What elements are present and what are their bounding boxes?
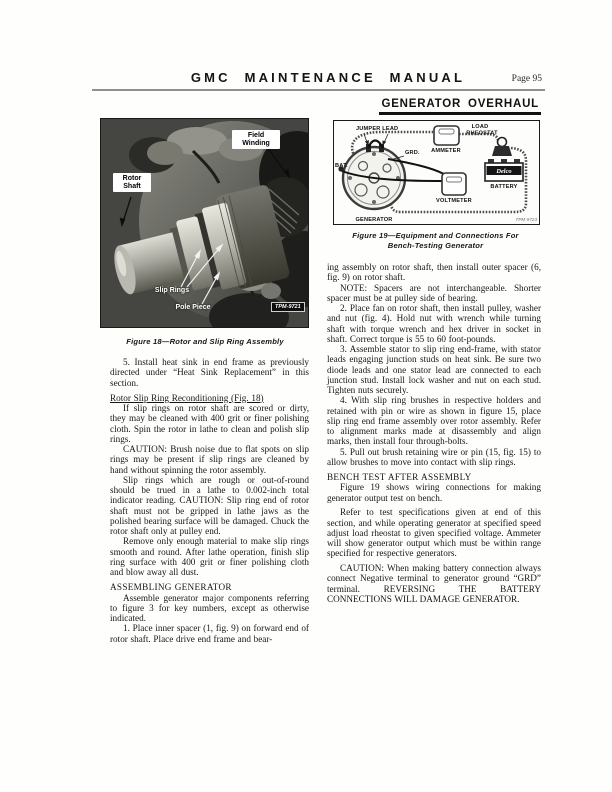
fig19-label-ammeter: AMMETER	[431, 148, 461, 154]
right-para-step5: 5. Pull out brush retaining wire or pin (15, fig. 15) to allow brushes to move into contact with slip rings.	[327, 446, 541, 467]
right-para-step3: 3. Assemble stator to slip ring end-frame, with stator leads engaging junction studs on heat sink. Be sure two diode leads and one stator lead are connected to each junction stud. Install lock washer and nut on each stud. Tighten nuts securely.	[327, 344, 541, 395]
fig19-label-generator: GENERATOR	[355, 217, 393, 223]
right-para-specs: Refer to test specifications given at end of this section, and while operating generator at specified speed adjust load rheostat to given specified voltage. Ammeter will show generator output which must be within range specified for respective generators.	[327, 507, 541, 559]
fig19-label-grd: GRD.	[405, 150, 420, 156]
fig18-label-slip-rings: Slip Rings	[154, 287, 190, 294]
left-para-caution-brush: CAUTION: Brush noise due to flat spots on slip rings may be present if slip rings are cleaned by hand without spinning the rotor assembly.	[110, 444, 309, 475]
figure-18-caption: Figure 18—Rotor and Slip Ring Assembly	[126, 337, 284, 346]
fig19-label-jumper-lead: JUMPER LEAD	[356, 126, 399, 132]
left-para-step1: 1. Place inner spacer (1, fig. 9) on forward end of rotor shaft. Place drive end frame and bear-	[110, 623, 309, 644]
right-heading-bench-test: BENCH TEST AFTER ASSEMBLY	[327, 472, 472, 482]
right-para-step1-cont: ing assembly on rotor shaft, then install outer spacer (6, fig. 9) on rotor shaft.	[327, 262, 541, 283]
fig18-label-pole-piece: Pole Piece	[175, 304, 211, 311]
figure-19-diagram-art	[334, 121, 539, 224]
fig18-label-rotor-shaft: Rotor Shaft	[113, 173, 151, 192]
page-title: GMC MAINTENANCE MANUAL	[190, 70, 466, 85]
left-para-remove: Remove only enough material to make slip rings smooth and round. After lathe operation, finish slip ring surface with 400 grit or finer polishing cloth and blow away all dust.	[110, 536, 309, 577]
fig19-label-delco: Delco	[496, 168, 512, 175]
fig19-label-rheostat: RHEOSTAT	[466, 130, 498, 137]
header-rule	[92, 89, 545, 91]
figure-19-diagram	[333, 120, 540, 225]
figure-19-caption-line1: Figure 19—Equipment and Connections For	[352, 231, 519, 240]
right-column	[327, 262, 541, 604]
left-para-assemble: Assemble generator major components referring to figure 3 for key numbers, except as otherwise indicated.	[110, 592, 309, 623]
left-para-clean: If slip rings on rotor shaft are scored or dirty, they may be cleaned with 400 grit or finer polishing cloth. Spin the rotor in lathe to clean and polish slip rings.	[110, 403, 309, 444]
page-number: Page 95	[511, 74, 542, 84]
left-para-true: Slip rings which are rough or out-of-round should be trued in a lathe to 0.002-inch total indicator reading. CAUTION: Slip ring end of rotor shaft must not be gripped in lathe jaws as the polished bearing surface will be damaged. Chuck the rotor shaft only at pulley end.	[110, 474, 309, 536]
right-para-caution-battery: CAUTION: When making battery connection always connect Negative terminal to generator ground “GRD” terminal. REVERSING THE BATTERY CONNECTIONS WILL DAMAGE GENERATOR.	[327, 563, 541, 604]
left-para-step5: 5. Install heat sink in end frame as previously directed under “Heat Sink Replacement” in this section.	[110, 357, 309, 388]
right-para-step2: 2. Place fan on rotor shaft, then install pulley, washer and nut (fig. 4). Hold nut with wrench while turning shaft with torque wrench and hex driver in socket in shaft. Correct torque is 55 to 60 foot-pounds.	[327, 303, 541, 344]
fig18-label-field-winding: Field Winding	[232, 130, 280, 149]
section-title-wrap	[379, 94, 541, 115]
right-para-fig19: Figure 19 shows wiring connections for making generator output test on bench.	[327, 482, 541, 503]
fig19-label-bat: BAT.	[335, 163, 348, 169]
right-para-note: NOTE: Spacers are not interchangeable. Shorter spacer must be at pulley side of bearing.	[327, 282, 541, 303]
left-heading-reconditioning: Rotor Slip Ring Reconditioning (Fig. 18)	[110, 392, 264, 403]
fig19-label-load: LOAD	[471, 124, 489, 130]
figure-18-photo-art	[101, 119, 308, 327]
section-title: GENERATOR OVERHAUL	[379, 98, 541, 115]
left-heading-assembling: ASSEMBLING GENERATOR	[110, 582, 232, 593]
fig19-label-battery: BATTERY	[490, 184, 518, 190]
fig19-photo-tag: TPM-9723	[515, 217, 537, 222]
figure-19-caption-line2: Bench-Testing Generator	[387, 241, 484, 250]
fig19-label-voltmeter: VOLTMETER	[436, 198, 472, 204]
figure-18-photo	[100, 118, 309, 328]
right-para-step4: 4. With slip ring brushes in respective holders and retained with pin or wire as shown in figure 15, place slip ring end frame assembly over rotor assembly. Refer to alignment marks made at disassembly and align marks, then install four through-bolts.	[327, 395, 541, 447]
fig18-photo-tag: TPM-9721	[271, 302, 305, 312]
left-column	[110, 357, 309, 644]
